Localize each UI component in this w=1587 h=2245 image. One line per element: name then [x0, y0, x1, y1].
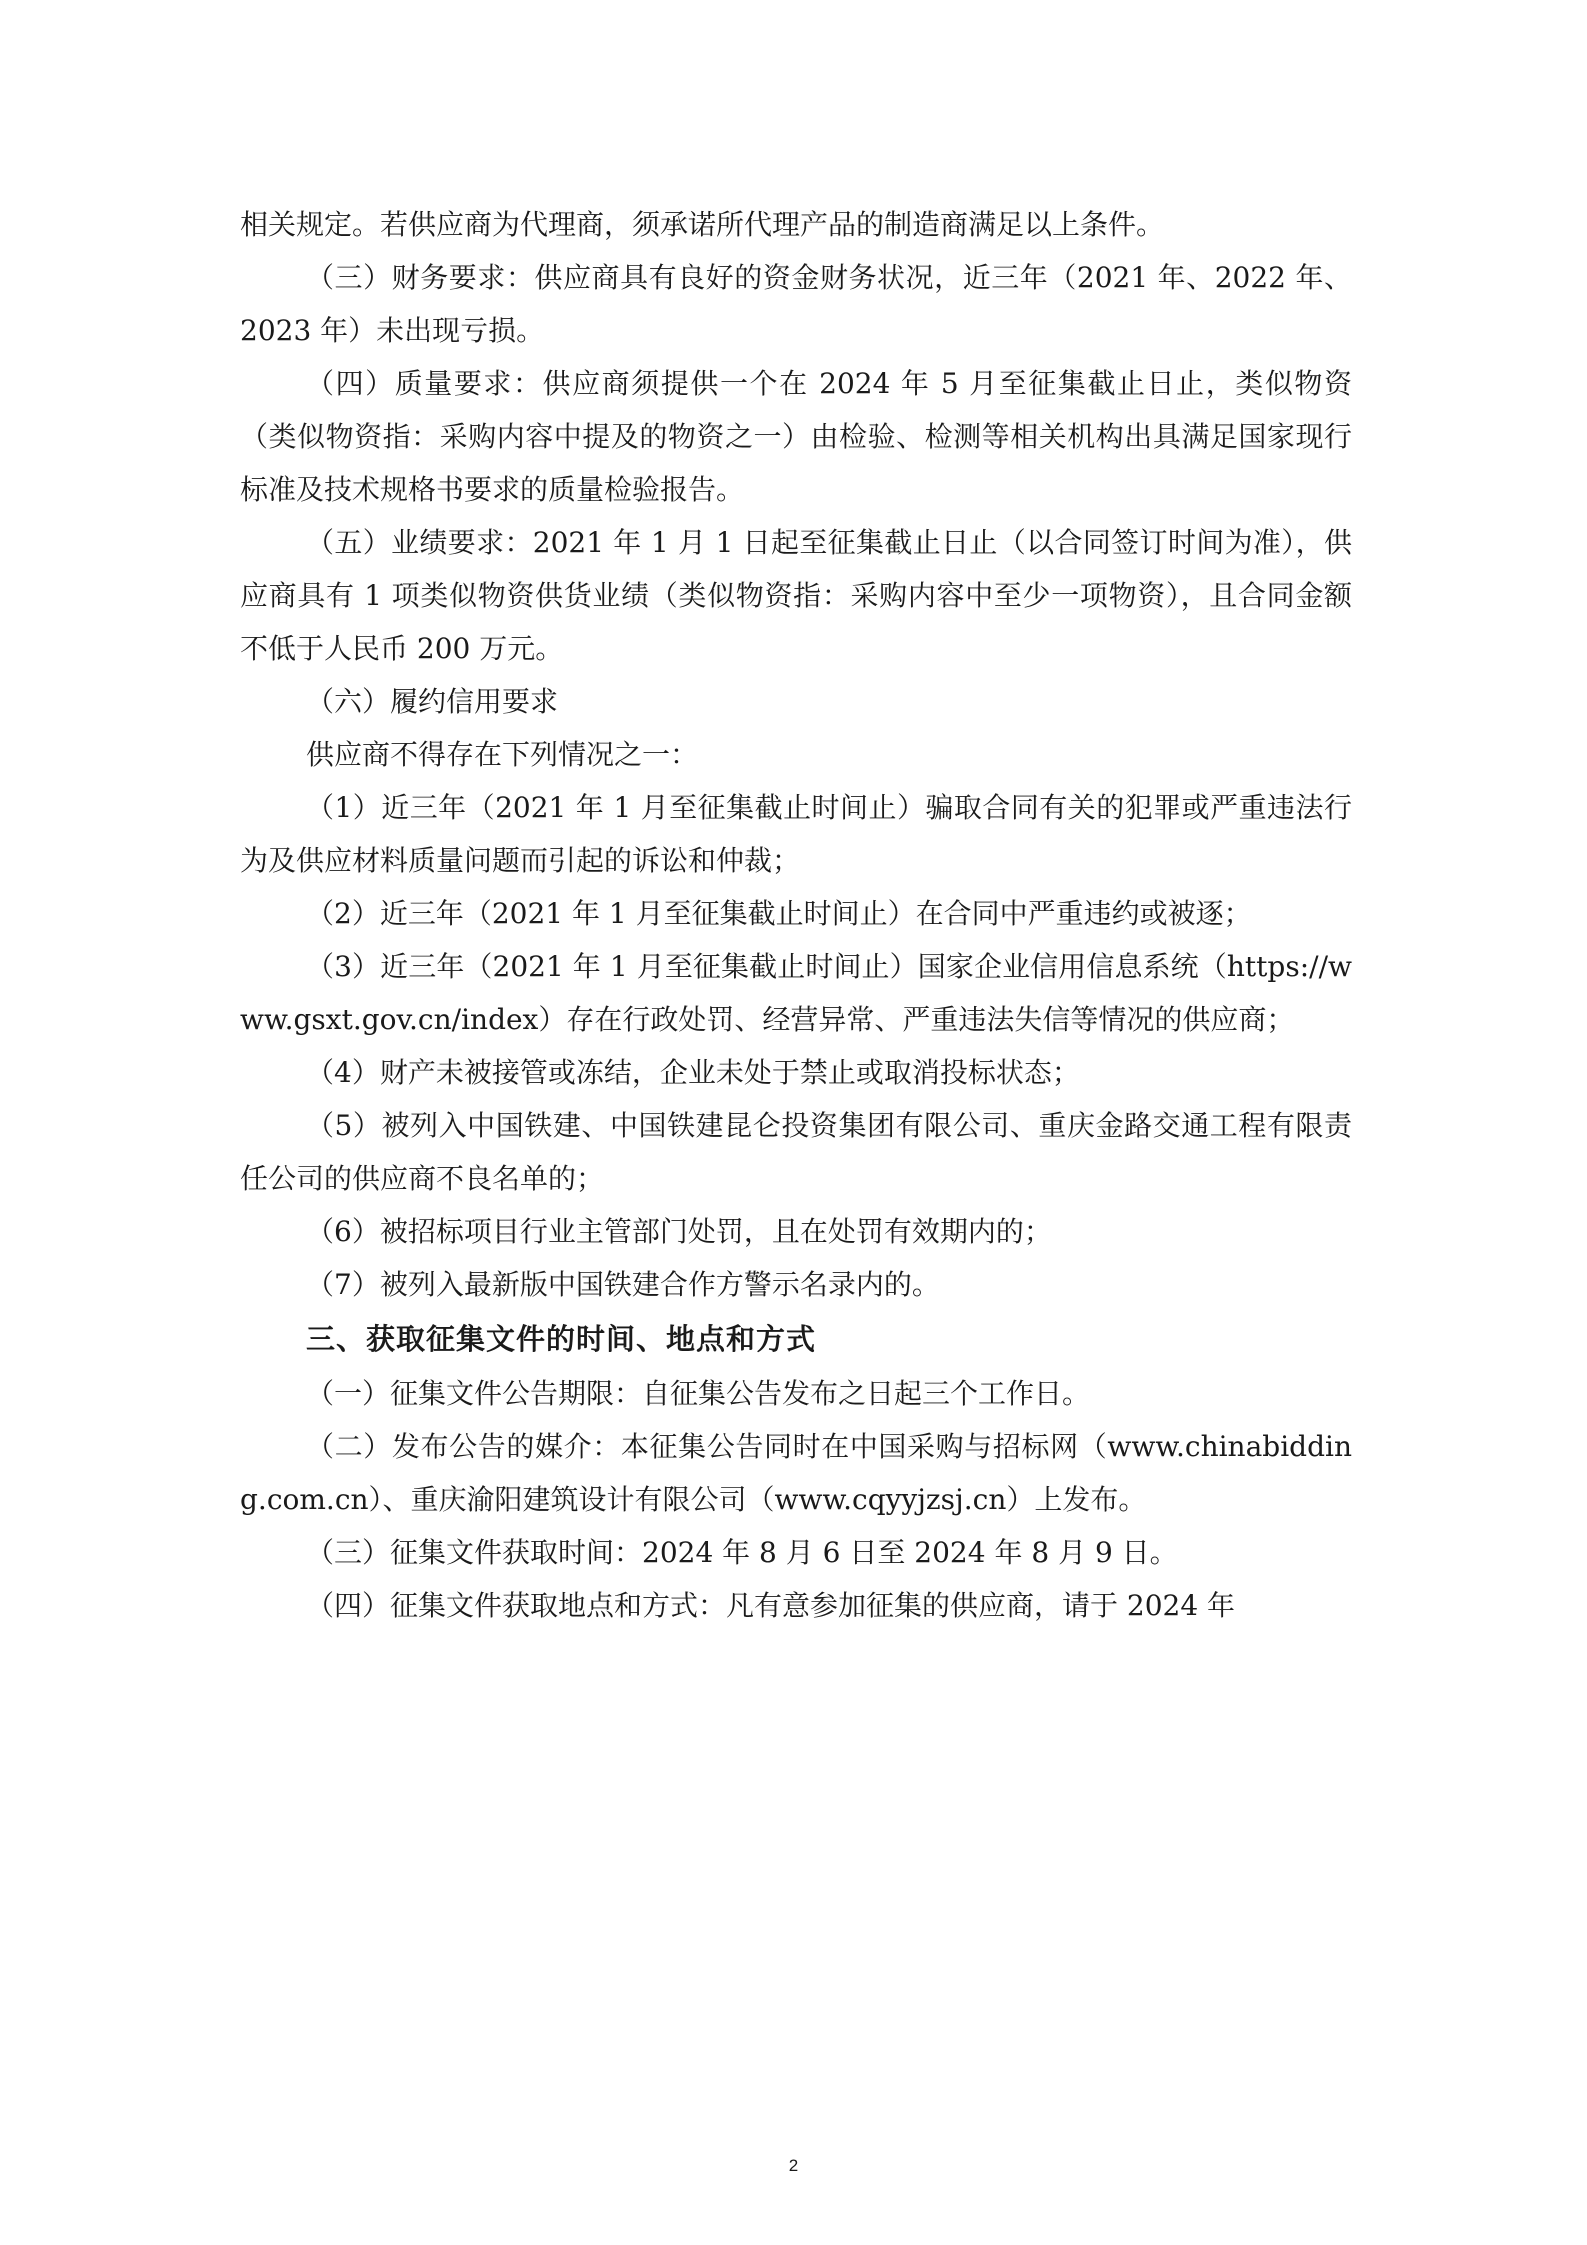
paragraph-publication-media: （二）发布公告的媒介：本征集公告同时在中国采购与招标网（www.chinabidding.com.cn）、重庆渝阳建筑设计有限公司（www.cqyyjzsj.cn）上发布。	[240, 1430, 1352, 1516]
list-item-exclusion-3: （3）近三年（2021 年 1 月至征集截止时间止）国家企业信用信息系统（https://www.gsxt.gov.cn/index）存在行政处罚、经营异常、严重违法失信等情况的供应商；	[240, 950, 1352, 1036]
paragraph-credit-requirements-title: （六）履约信用要求	[306, 685, 559, 718]
list-item-exclusion-4: （4）财产未被接管或冻结，企业未处于禁止或取消投标状态；	[306, 1056, 1080, 1089]
paragraph-quality-requirements: （四）质量要求：供应商须提供一个在 2024 年 5 月至征集截止日止，类似物资（类似物资指：采购内容中提及的物资之一）由检验、检测等相关机构出具满足国家现行标准及技术规格书要求的质量检验报告。	[240, 367, 1352, 506]
list-item-exclusion-2: （2）近三年（2021 年 1 月至征集截止时间止）在合同中严重违约或被逐；	[306, 897, 1252, 930]
paragraph-acquisition-time: （三）征集文件获取时间：2024 年 8 月 6 日至 2024 年 8 月 9 日。	[306, 1536, 1178, 1569]
list-item-exclusion-7: （7）被列入最新版中国铁建合作方警示名录内的。	[306, 1268, 940, 1301]
paragraph-continuation: 相关规定。若供应商为代理商，须承诺所代理产品的制造商满足以上条件。	[240, 208, 1165, 241]
paragraph-announcement-period: （一）征集文件公告期限：自征集公告发布之日起三个工作日。	[306, 1377, 1091, 1410]
paragraph-exclusion-intro: 供应商不得存在下列情况之一：	[306, 738, 699, 771]
list-item-exclusion-6: （6）被招标项目行业主管部门处罚，且在处罚有效期内的；	[306, 1215, 1052, 1248]
paragraph-performance-requirements: （五）业绩要求：2021 年 1 月 1 日起至征集截止日止（以合同签订时间为准），供应商具有 1 项类似物资供货业绩（类似物资指：采购内容中至少一项物资），且合同金额不低于人民币 200 万元。	[240, 526, 1352, 665]
document-body	[240, 198, 1352, 1632]
paragraph-financial-requirements: （三）财务要求：供应商具有良好的资金财务状况，近三年（2021 年、2022 年、2023 年）未出现亏损。	[240, 261, 1352, 347]
paragraph-acquisition-method: （四）征集文件获取地点和方式：凡有意参加征集的供应商，请于 2024 年	[306, 1589, 1236, 1622]
section-heading: 三、获取征集文件的时间、地点和方式	[306, 1322, 817, 1356]
list-item-exclusion-1: （1）近三年（2021 年 1 月至征集截止时间止）骗取合同有关的犯罪或严重违法行为及供应材料质量问题而引起的诉讼和仲裁；	[240, 791, 1352, 877]
page-number: 2	[788, 2156, 799, 2175]
list-item-exclusion-5: （5）被列入中国铁建、中国铁建昆仑投资集团有限公司、重庆金路交通工程有限责任公司的供应商不良名单的；	[240, 1109, 1352, 1195]
